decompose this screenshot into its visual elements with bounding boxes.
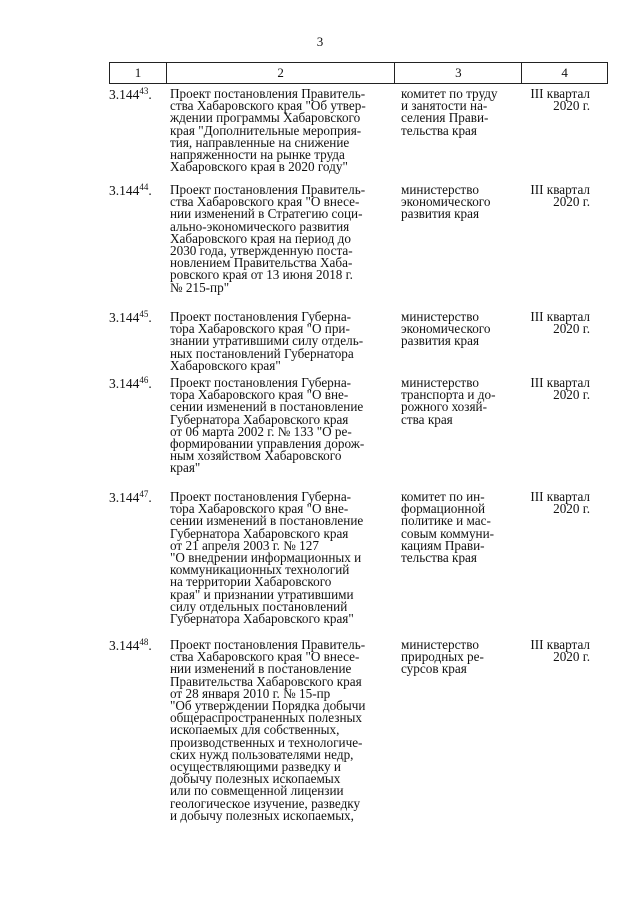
- item-description: [170, 311, 396, 372]
- deadline-line: III квартал: [530, 182, 590, 197]
- description-line: и добычу полезных ископаемых,: [170, 807, 354, 823]
- executor-line: министерство: [401, 309, 479, 324]
- deadline-line: III квартал: [530, 309, 590, 324]
- item-number-base: 3.144: [109, 183, 140, 198]
- description-line: ждении программы Хабаровского: [170, 110, 361, 126]
- description-line: тора Хабаровского края "О при-: [170, 321, 350, 337]
- description-line: от 21 апреля 2003 г. № 127: [170, 537, 319, 553]
- description-line: сении изменений в постановление: [170, 399, 364, 415]
- executor-line: развития края: [401, 333, 480, 349]
- description-line: от 28 января 2010 г. № 15-пр: [170, 685, 331, 701]
- table-header-row: [109, 62, 608, 84]
- executor-line: комитет по ин-: [401, 489, 485, 504]
- executor-line: экономического: [401, 194, 491, 210]
- deadline-line: 2020 г.: [553, 321, 590, 337]
- description-line: Губернатора Хабаровского края: [170, 411, 349, 427]
- item-number-superscript: 43: [139, 86, 149, 96]
- deadline-line: 2020 г.: [553, 387, 590, 403]
- executor-line: кациям Прави-: [401, 537, 485, 553]
- description-line: края" и признании утратившими: [170, 586, 354, 602]
- description-line: тора Хабаровского края "О вне-: [170, 387, 349, 403]
- description-line: сении изменений в постановление: [170, 513, 364, 529]
- description-line: ства Хабаровского края "Об утвер-: [170, 98, 366, 114]
- item-number-base: 3.144: [109, 310, 140, 325]
- header-col-1: 1: [110, 63, 167, 83]
- description-line: Проект постановления Губерна-: [170, 375, 352, 390]
- description-line: Проект постановления Правитель-: [170, 182, 366, 197]
- description-line: нии изменений в постановление: [170, 661, 352, 677]
- deadline-line: III квартал: [530, 86, 590, 101]
- deadline-line: 2020 г.: [553, 649, 590, 665]
- item-number: [109, 491, 166, 504]
- item-deadline: [526, 311, 608, 335]
- item-number-superscript: 47: [139, 489, 149, 499]
- description-line: тия, направленные на снижение: [170, 134, 350, 150]
- header-col-3: 3: [395, 63, 522, 83]
- executor-line: и занятости на-: [401, 98, 488, 114]
- item-number-base: 3.144: [109, 376, 140, 391]
- executor-line: тельства края: [401, 550, 477, 566]
- executor-line: ства края: [401, 411, 453, 427]
- item-number: [109, 639, 166, 652]
- item-number-superscript: 46: [139, 375, 149, 385]
- executor-line: министерство: [401, 375, 479, 390]
- executor-line: комитет по труду: [401, 86, 498, 101]
- deadline-line: 2020 г.: [553, 98, 590, 114]
- item-number-dot: .: [148, 87, 152, 102]
- item-executor: [401, 377, 523, 426]
- item-executor: [401, 88, 523, 137]
- executor-line: политике и мас-: [401, 513, 491, 529]
- deadline-line: III квартал: [530, 375, 590, 390]
- description-line: производственных и технологиче-: [170, 734, 363, 750]
- header-col-4: 4: [522, 63, 608, 83]
- description-line: ископаемых для собственных,: [170, 722, 340, 738]
- item-description: [170, 184, 396, 294]
- description-line: от 06 марта 2002 г. № 133 "О ре-: [170, 423, 352, 439]
- description-line: общераспространенных полезных: [170, 710, 362, 726]
- item-number-dot: .: [148, 376, 152, 391]
- executor-line: селения Прави-: [401, 110, 489, 126]
- item-deadline: [526, 491, 608, 515]
- item-deadline: [526, 377, 608, 401]
- item-description: [170, 88, 396, 173]
- item-number: [109, 184, 166, 197]
- description-line: ских нужд пользователями недр,: [170, 746, 354, 762]
- item-executor: [401, 311, 523, 348]
- item-deadline: [526, 184, 608, 208]
- description-line: геологическое изучение, разведку: [170, 795, 361, 811]
- description-line: "Об утверждении Порядка добычи: [170, 698, 366, 714]
- description-line: формировании управления дорож-: [170, 436, 365, 452]
- executor-line: рожного хозяй-: [401, 399, 488, 415]
- description-line: Проект постановления Губерна-: [170, 309, 352, 324]
- item-executor: [401, 639, 523, 676]
- item-number-superscript: 45: [139, 309, 149, 319]
- description-line: Правительства Хабаровского края: [170, 673, 362, 689]
- description-line: Губернатора Хабаровского края": [170, 611, 354, 627]
- description-line: ально-экономического развития: [170, 218, 350, 234]
- description-line: № 215-пр": [170, 279, 230, 295]
- description-line: Хабаровского края": [170, 357, 281, 373]
- description-line: Хабаровского края в 2020 году": [170, 159, 348, 175]
- description-line: добычу полезных ископаемых: [170, 771, 341, 787]
- item-executor: [401, 491, 523, 564]
- executor-line: министерство: [401, 182, 479, 197]
- item-number: [109, 377, 166, 390]
- item-number-dot: .: [148, 183, 152, 198]
- description-line: ства Хабаровского края "О внесе-: [170, 194, 360, 210]
- deadline-line: 2020 г.: [553, 501, 590, 517]
- description-line: "О внедрении информационных и: [170, 550, 362, 566]
- item-number: [109, 311, 166, 324]
- item-number-superscript: 44: [139, 182, 149, 192]
- executor-line: формационной: [401, 501, 486, 517]
- description-line: Проект постановления Правитель-: [170, 637, 366, 652]
- item-description: [170, 639, 396, 822]
- description-line: ровского края от 13 июня 2018 г.: [170, 267, 353, 283]
- description-line: силу отдельных постановлений: [170, 598, 348, 614]
- item-number-dot: .: [148, 490, 152, 505]
- description-line: ных постановлений Губернатора: [170, 345, 354, 361]
- item-deadline: [526, 88, 608, 112]
- page-number: 3: [316, 34, 324, 49]
- description-line: ным хозяйством Хабаровского: [170, 448, 342, 464]
- item-description: [170, 377, 396, 475]
- item-number-base: 3.144: [109, 490, 140, 505]
- description-line: края "Дополнительные мероприя-: [170, 122, 362, 138]
- description-line: края": [170, 460, 201, 476]
- description-line: напряженности на рынке труда: [170, 147, 345, 163]
- description-line: ства Хабаровского края "О внесе-: [170, 649, 360, 665]
- description-line: осуществляющими разведку и: [170, 759, 341, 775]
- item-number-base: 3.144: [109, 638, 140, 653]
- executor-line: развития края: [401, 206, 480, 222]
- deadline-line: III квартал: [530, 489, 590, 504]
- description-line: нии изменений в Стратегию соци-: [170, 206, 363, 222]
- description-line: 2030 года, утвержденную поста-: [170, 243, 353, 259]
- item-number: [109, 88, 166, 101]
- description-line: Хабаровского края на период до: [170, 230, 351, 246]
- executor-line: совым коммуни-: [401, 525, 495, 541]
- item-executor: [401, 184, 523, 221]
- executor-line: сурсов края: [401, 661, 467, 677]
- executor-line: транспорта и до-: [401, 387, 496, 403]
- executor-line: тельства края: [401, 122, 477, 138]
- item-deadline: [526, 639, 608, 663]
- item-number-superscript: 48: [139, 637, 149, 647]
- item-number-base: 3.144: [109, 87, 140, 102]
- executor-line: экономического: [401, 321, 491, 337]
- item-number-dot: .: [148, 310, 152, 325]
- item-number-dot: .: [148, 638, 152, 653]
- description-line: или по совмещенной лицензии: [170, 783, 344, 799]
- description-line: знании утратившими силу отдель-: [170, 333, 364, 349]
- plan-table: [109, 62, 608, 823]
- item-description: [170, 491, 396, 625]
- description-line: Проект постановления Правитель-: [170, 86, 366, 101]
- executor-line: природных ре-: [401, 649, 484, 665]
- deadline-line: 2020 г.: [553, 194, 590, 210]
- deadline-line: III квартал: [530, 637, 590, 652]
- description-line: коммуникационных технологий: [170, 562, 350, 578]
- description-line: тора Хабаровского края "О вне-: [170, 501, 349, 517]
- header-col-2: 2: [167, 63, 396, 83]
- description-line: новлением Правительства Хаба-: [170, 255, 353, 271]
- executor-line: министерство: [401, 637, 479, 652]
- description-line: Проект постановления Губерна-: [170, 489, 352, 504]
- description-line: Губернатора Хабаровского края: [170, 525, 349, 541]
- description-line: на территории Хабаровского: [170, 574, 332, 590]
